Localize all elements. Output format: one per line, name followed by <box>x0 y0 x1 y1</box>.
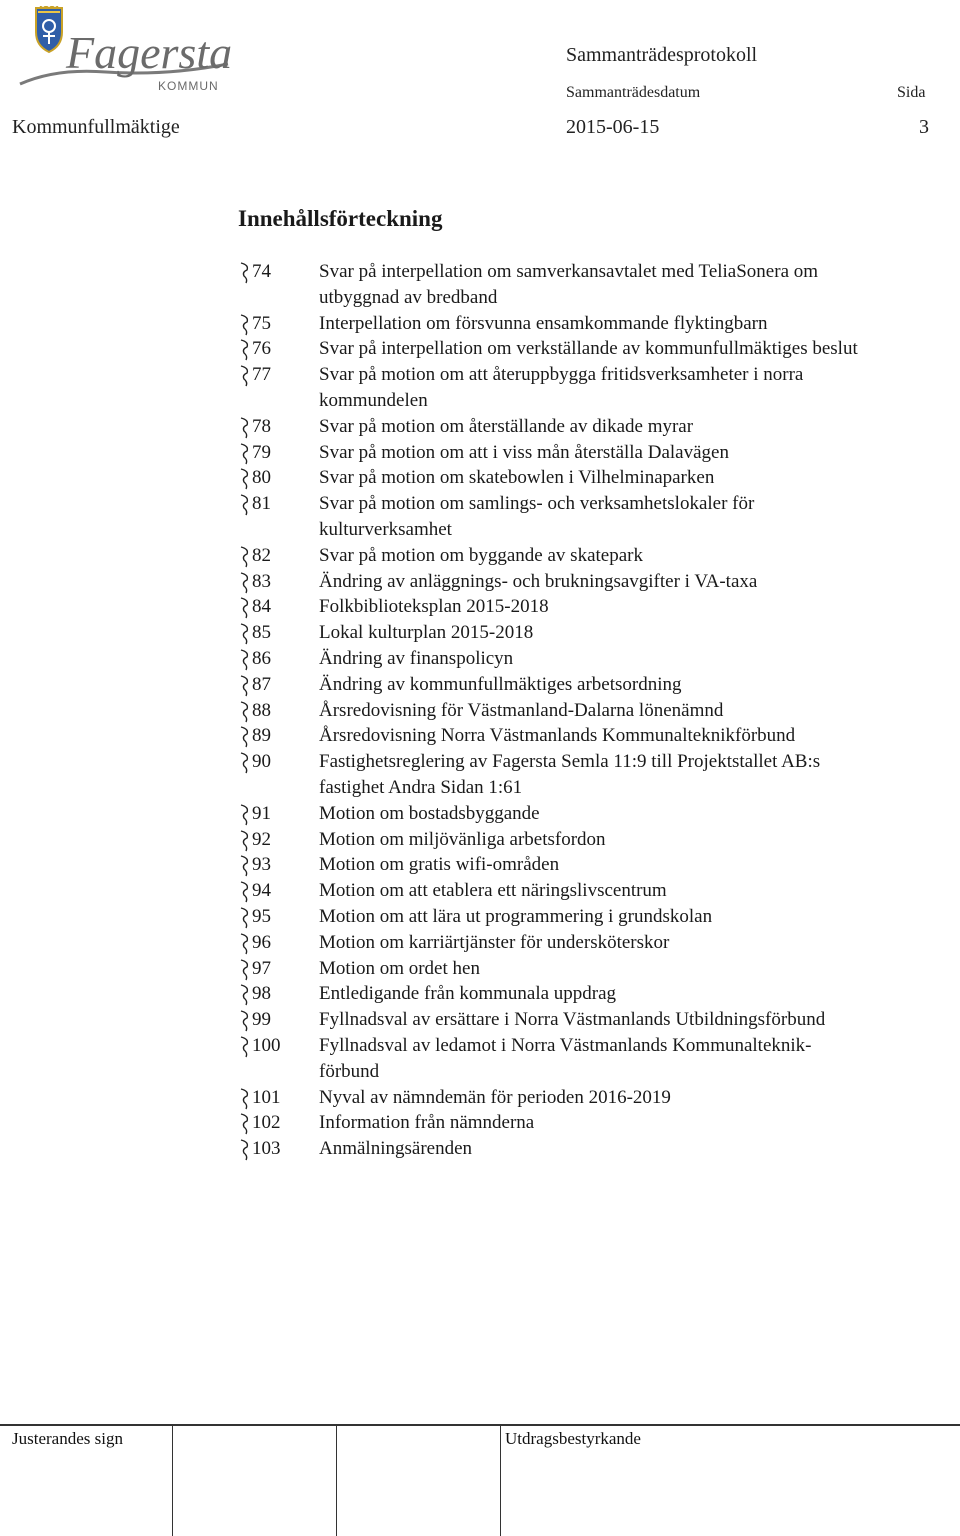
toc-item-title <box>319 362 938 414</box>
toc-item-title <box>319 440 938 466</box>
logo-subtext: KOMMUN <box>158 79 219 93</box>
toc-item-title <box>319 620 938 646</box>
meeting-date: 2015-06-15 <box>566 116 660 138</box>
toc-item-title-line: Svar på motion om byggande av skatepark <box>319 544 643 566</box>
footer-column-divider <box>336 1424 337 1536</box>
toc-item <box>238 930 938 956</box>
toc-item <box>238 465 938 491</box>
toc-item-number: 101 <box>252 1086 281 1108</box>
paragraph-sign-icon <box>238 854 252 878</box>
body-name: Kommunfullmäktige <box>12 116 180 138</box>
toc-item <box>238 956 938 982</box>
toc-item-title-line: Årsredovisning för Västmanland-Dalarna lönenämnd <box>319 699 724 721</box>
toc-item-number: 84 <box>252 596 271 618</box>
toc-item <box>238 336 938 362</box>
toc-item-title-line: Motion om att lära ut programmering i grundskolan <box>319 905 713 927</box>
toc-item-number: 75 <box>252 312 271 334</box>
toc-item-title-line: Fyllnadsval av ledamot i Norra Västmanlands Kommunalteknik- <box>319 1034 812 1056</box>
toc-item-title-line: Motion om bostadsbyggande <box>319 802 540 824</box>
toc-item-title <box>319 1085 938 1111</box>
toc-item-title-line: Svar på interpellation om verkställande av kommunfullmäktiges beslut <box>319 338 858 360</box>
toc-item-title-line: Nyval av nämndemän för perioden 2016-2019 <box>319 1086 671 1108</box>
justerandes-sign-label: Justerandes sign <box>12 1429 123 1448</box>
toc-item-number: 89 <box>252 725 271 747</box>
toc-item-title-line: Ändring av finanspolicyn <box>319 647 514 669</box>
paragraph-sign-icon <box>238 1009 252 1033</box>
toc-item-title-line: Svar på motion om att i viss mån återställa Dalavägen <box>319 441 729 463</box>
toc-item-number: 94 <box>252 880 271 902</box>
paragraph-sign-icon <box>238 648 252 672</box>
footer-divider <box>0 1424 960 1426</box>
toc-item <box>238 414 938 440</box>
toc-list <box>238 259 938 1162</box>
toc-item-number: 97 <box>252 957 271 979</box>
toc-item-title-line: Svar på motion om återställande av dikade myrar <box>319 415 694 437</box>
toc-item-title <box>319 1110 938 1136</box>
toc-item-title-line: Svar på motion om skatebowlen i Vilhelminaparken <box>319 467 715 489</box>
paragraph-sign-icon <box>238 932 252 956</box>
toc-item-title-line: Motion om att etablera ett näringslivscentrum <box>319 880 667 902</box>
paragraph-sign-icon <box>238 622 252 646</box>
paragraph-sign-icon <box>238 467 252 491</box>
page-number: 3 <box>919 116 929 138</box>
signature-footer <box>0 1424 960 1536</box>
paragraph-sign-icon <box>238 596 252 620</box>
paragraph-sign-icon <box>238 983 252 1007</box>
paragraph-sign-icon <box>238 880 252 904</box>
toc-item-title-line: Ändring av kommunfullmäktiges arbetsordning <box>319 673 682 695</box>
paragraph-sign-icon <box>238 442 252 466</box>
paragraph-sign-icon <box>238 364 252 388</box>
toc-item-title <box>319 594 938 620</box>
toc-heading: Innehållsförteckning <box>238 206 443 231</box>
toc-item-number: 82 <box>252 544 271 566</box>
toc-item-title <box>319 1007 938 1033</box>
paragraph-sign-icon <box>238 674 252 698</box>
paragraph-sign-icon <box>238 493 252 517</box>
paragraph-sign-icon <box>238 1087 252 1111</box>
toc-item-number: 87 <box>252 673 271 695</box>
toc-item-title <box>319 311 938 337</box>
toc-item-title-line: Information från nämnderna <box>319 1112 535 1134</box>
document-type: Sammanträdesprotokoll <box>566 44 758 66</box>
toc-item-title-line: Svar på motion om att återuppbygga fritidsverksamheter i norra <box>319 364 804 386</box>
toc-item-title <box>319 956 938 982</box>
toc-item <box>238 801 938 827</box>
toc-item-title <box>319 930 938 956</box>
toc-item-title <box>319 1033 938 1085</box>
toc-item-title-line: Svar på motion om samlings- och verksamhetslokaler för <box>319 493 755 515</box>
toc-item-title-line: Motion om miljövänliga arbetsfordon <box>319 828 606 850</box>
toc-item <box>238 259 938 311</box>
toc-item-title-line: förbund <box>319 1060 380 1082</box>
toc-item-title-line: Motion om karriärtjänster för undersköterskor <box>319 931 670 953</box>
paragraph-sign-icon <box>238 545 252 569</box>
toc-item-number: 93 <box>252 854 271 876</box>
toc-item-title <box>319 698 938 724</box>
toc-item-title <box>319 465 938 491</box>
toc-item-title <box>319 569 938 595</box>
toc-item-number: 102 <box>252 1112 281 1134</box>
toc-item <box>238 904 938 930</box>
toc-item-title-line: Motion om gratis wifi-områden <box>319 854 560 876</box>
toc-item <box>238 827 938 853</box>
toc-item-title <box>319 259 938 311</box>
toc-item <box>238 569 938 595</box>
toc-item-number: 74 <box>252 261 271 282</box>
paragraph-sign-icon <box>238 1112 252 1136</box>
toc-item <box>238 1110 938 1136</box>
toc-item-title <box>319 336 938 362</box>
toc-item-number: 76 <box>252 338 271 360</box>
toc-item-title-line: kulturverksamhet <box>319 518 452 540</box>
toc-item-number: 80 <box>252 467 271 489</box>
toc-item-number: 96 <box>252 931 271 953</box>
paragraph-sign-icon <box>238 700 252 724</box>
toc-item-number: 81 <box>252 493 271 515</box>
page-label: Sida <box>897 84 926 101</box>
toc-item <box>238 1007 938 1033</box>
toc-item-title <box>319 981 938 1007</box>
toc-item-title <box>319 543 938 569</box>
toc-item-title-line: Anmälningsärenden <box>319 1138 473 1160</box>
toc-item-number: 78 <box>252 415 271 437</box>
toc-item <box>238 672 938 698</box>
toc-item <box>238 1033 938 1085</box>
paragraph-sign-icon <box>238 803 252 827</box>
toc-item-title-line: Folkbiblioteksplan 2015-2018 <box>319 596 549 618</box>
toc-item-title <box>319 801 938 827</box>
toc-item <box>238 594 938 620</box>
toc-item <box>238 981 938 1007</box>
logo-wordmark: Fagersta <box>66 27 233 78</box>
toc-item-title-line: Fastighetsreglering av Fagersta Semla 11:9 till Projektstallet AB:s <box>319 751 821 773</box>
toc-item-number: 95 <box>252 905 271 927</box>
toc-item-title <box>319 852 938 878</box>
toc-item <box>238 311 938 337</box>
toc-item-title <box>319 878 938 904</box>
toc-item <box>238 1085 938 1111</box>
toc-item <box>238 543 938 569</box>
paragraph-sign-icon <box>238 571 252 595</box>
toc-item-title <box>319 646 938 672</box>
toc-item-title <box>319 723 938 749</box>
toc-item <box>238 878 938 904</box>
paragraph-sign-icon <box>238 261 252 285</box>
toc-item-title-line: Motion om ordet hen <box>319 957 480 979</box>
paragraph-sign-icon <box>238 1138 252 1162</box>
paragraph-sign-icon <box>238 338 252 362</box>
toc-item <box>238 723 938 749</box>
toc-item <box>238 749 938 801</box>
toc-item <box>238 362 938 414</box>
toc-item-title-line: kommundelen <box>319 389 428 411</box>
meeting-date-label: Sammanträdesdatum <box>566 84 701 101</box>
toc-item-title <box>319 827 938 853</box>
toc-item-number: 90 <box>252 751 271 773</box>
toc-item-number: 79 <box>252 441 271 463</box>
toc-item-title-line: Fyllnadsval av ersättare i Norra Västmanlands Utbildningsförbund <box>319 1009 826 1031</box>
toc-item-number: 83 <box>252 570 271 592</box>
toc-item-title-line: utbyggnad av bredband <box>319 286 498 308</box>
coat-of-arms-icon <box>36 6 62 52</box>
toc-item-number: 92 <box>252 828 271 850</box>
paragraph-sign-icon <box>238 313 252 337</box>
paragraph-sign-icon <box>238 751 252 775</box>
toc-item-title-line: fastighet Andra Sidan 1:61 <box>319 776 523 798</box>
toc-item-title <box>319 672 938 698</box>
paragraph-sign-icon <box>238 725 252 749</box>
toc-item-number: 103 <box>252 1138 281 1160</box>
toc-item-number: 98 <box>252 983 271 1005</box>
toc-item <box>238 698 938 724</box>
toc-item-title-line: Årsredovisning Norra Västmanlands Kommunalteknikförbund <box>319 725 796 747</box>
toc-item-title-line: Lokal kulturplan 2015-2018 <box>319 622 534 644</box>
toc-item-title-line: Interpellation om försvunna ensamkommande flyktingbarn <box>319 312 768 334</box>
paragraph-sign-icon <box>238 1035 252 1059</box>
toc-item <box>238 852 938 878</box>
toc-item-number: 88 <box>252 699 271 721</box>
footer-column-divider <box>172 1424 173 1536</box>
toc-item-number: 85 <box>252 622 271 644</box>
toc-item <box>238 620 938 646</box>
paragraph-sign-icon <box>238 906 252 930</box>
toc-item-title <box>319 749 938 801</box>
toc-item-title <box>319 1136 938 1162</box>
fagersta-kommun-logo <box>16 6 236 98</box>
toc-item-number: 77 <box>252 364 271 386</box>
toc-item-title <box>319 414 938 440</box>
toc-item <box>238 491 938 543</box>
toc-item-title <box>319 904 938 930</box>
footer-column-divider <box>500 1424 501 1536</box>
paragraph-sign-icon <box>238 958 252 982</box>
toc-item-number: 91 <box>252 802 271 824</box>
toc-item-title-line: Ändring av anläggnings- och brukningsavgifter i VA-taxa <box>319 570 758 592</box>
toc-item-number: 86 <box>252 647 271 669</box>
toc-item-title <box>319 491 938 543</box>
toc-item <box>238 1136 938 1162</box>
toc-item-number: 100 <box>252 1034 281 1056</box>
utdragsbestyrkande-label: Utdragsbestyrkande <box>505 1429 641 1448</box>
toc-item-title-line: Svar på interpellation om samverkansavtalet med TeliaSonera om <box>319 261 819 282</box>
toc-item-number: 99 <box>252 1009 271 1031</box>
toc-item-title-line: Entledigande från kommunala uppdrag <box>319 983 617 1005</box>
toc-item <box>238 646 938 672</box>
paragraph-sign-icon <box>238 416 252 440</box>
paragraph-sign-icon <box>238 829 252 853</box>
toc-item <box>238 440 938 466</box>
